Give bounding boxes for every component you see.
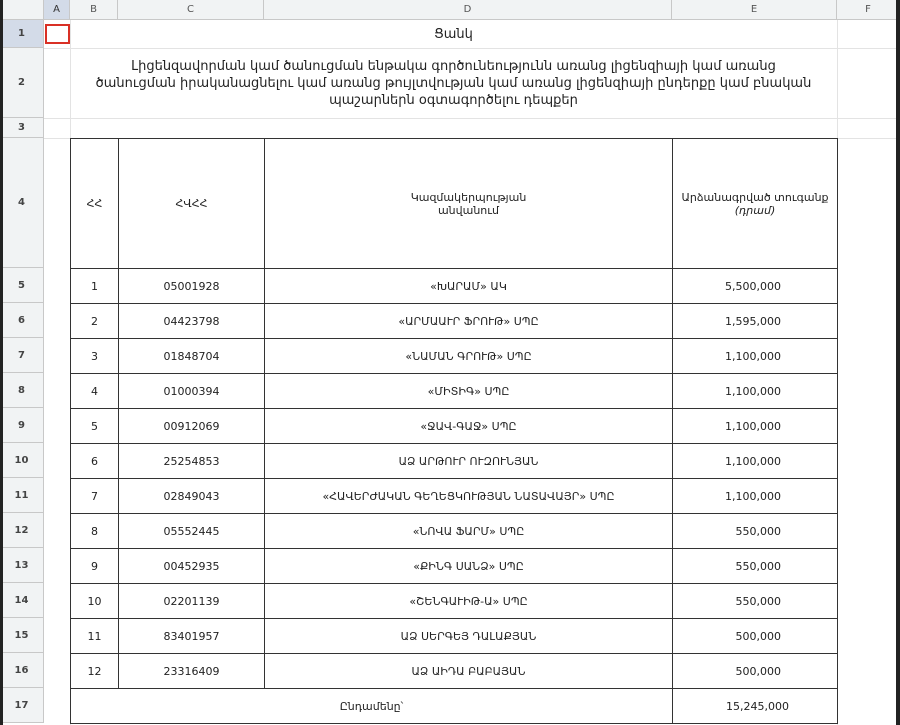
cell-amount[interactable]: 1,100,000 bbox=[673, 479, 838, 514]
screen-frame-left bbox=[0, 0, 3, 725]
table-row bbox=[71, 479, 838, 514]
row-header-1[interactable]: 1 bbox=[0, 20, 44, 48]
cell-num[interactable]: 6 bbox=[71, 444, 119, 479]
total-row bbox=[71, 689, 838, 724]
cell-amount[interactable]: 550,000 bbox=[673, 549, 838, 584]
cell-amount[interactable]: 1,100,000 bbox=[673, 339, 838, 374]
table-row bbox=[71, 514, 838, 549]
cell-tin[interactable]: 83401957 bbox=[119, 619, 265, 654]
cell-name[interactable]: ԱՁ ԱԻԴԱ ԲԱԲԱՅԱՆ bbox=[265, 654, 673, 689]
table-row bbox=[71, 304, 838, 339]
header-tin[interactable]: ՀՎՀՀ bbox=[119, 139, 265, 269]
cell-name[interactable]: «ԱՐՄԱԱՒՐ ՖՐՈՒԹ» ՍՊԸ bbox=[265, 304, 673, 339]
table-row bbox=[71, 584, 838, 619]
cell-name[interactable]: «ՆԱՄԱՆ ԳՐՈՒԹ» ՍՊԸ bbox=[265, 339, 673, 374]
cell-name[interactable]: «ՆՈՎԱ ՖԱՐՄ» ՍՊԸ bbox=[265, 514, 673, 549]
row-header-5[interactable]: 5 bbox=[0, 268, 44, 303]
row-header-3[interactable]: 3 bbox=[0, 118, 44, 138]
cell-num[interactable]: 11 bbox=[71, 619, 119, 654]
column-header-e[interactable]: E bbox=[672, 0, 837, 20]
row-header-11[interactable]: 11 bbox=[0, 478, 44, 513]
row-header-17[interactable]: 17 bbox=[0, 688, 44, 723]
header-amount[interactable]: Արձանագրված տուգանք (դրամ) bbox=[673, 139, 838, 269]
column-header-f[interactable]: F bbox=[837, 0, 900, 20]
row-header-7[interactable]: 7 bbox=[0, 338, 44, 373]
row-header-15[interactable]: 15 bbox=[0, 618, 44, 653]
cell-num[interactable]: 9 bbox=[71, 549, 119, 584]
row-header-14[interactable]: 14 bbox=[0, 583, 44, 618]
table-header-row bbox=[71, 139, 838, 269]
cell-amount[interactable]: 1,595,000 bbox=[673, 304, 838, 339]
row-header-16[interactable]: 16 bbox=[0, 653, 44, 688]
cell-tin[interactable]: 00912069 bbox=[119, 409, 265, 444]
table-row bbox=[71, 619, 838, 654]
selected-cell-a1[interactable] bbox=[45, 24, 70, 44]
row-header-2[interactable]: 2 bbox=[0, 48, 44, 118]
cell-amount[interactable]: 5,500,000 bbox=[673, 269, 838, 304]
cell-amount[interactable]: 500,000 bbox=[673, 619, 838, 654]
table-row bbox=[71, 549, 838, 584]
select-all-corner[interactable] bbox=[0, 0, 44, 20]
table-row bbox=[71, 339, 838, 374]
cell-tin[interactable]: 25254853 bbox=[119, 444, 265, 479]
cell-tin[interactable]: 05552445 bbox=[119, 514, 265, 549]
cell-tin[interactable]: 02201139 bbox=[119, 584, 265, 619]
table-row bbox=[71, 374, 838, 409]
total-label[interactable]: Ընդամենը՝ bbox=[71, 689, 673, 724]
table-row bbox=[71, 654, 838, 689]
cell-tin[interactable]: 05001928 bbox=[119, 269, 265, 304]
table-row bbox=[71, 409, 838, 444]
gridline bbox=[44, 48, 900, 49]
row-header-10[interactable]: 10 bbox=[0, 443, 44, 478]
cell-name[interactable]: «ՋԱՎ-ԳԱՋ» ՍՊԸ bbox=[265, 409, 673, 444]
header-num[interactable]: ՀՀ bbox=[71, 139, 119, 269]
cell-name[interactable]: «ՔԻՆԳ ՍԱՆՁ» ՍՊԸ bbox=[265, 549, 673, 584]
cell-name[interactable]: «ԽԱՐԱՄ» ԱԿ bbox=[265, 269, 673, 304]
cell-num[interactable]: 12 bbox=[71, 654, 119, 689]
penalty-table bbox=[70, 138, 838, 724]
row-header-13[interactable]: 13 bbox=[0, 548, 44, 583]
cell-num[interactable]: 7 bbox=[71, 479, 119, 514]
row-header-4[interactable]: 4 bbox=[0, 138, 44, 268]
total-amount[interactable]: 15,245,000 bbox=[673, 689, 838, 724]
column-header-d[interactable]: D bbox=[264, 0, 672, 20]
cell-tin[interactable]: 01000394 bbox=[119, 374, 265, 409]
cell-name[interactable]: ԱՁ ՍԵՐԳԵՅ ԴԱԼԱՔՅԱՆ bbox=[265, 619, 673, 654]
column-header-b[interactable]: B bbox=[70, 0, 118, 20]
cell-amount[interactable]: 550,000 bbox=[673, 514, 838, 549]
row-header-12[interactable]: 12 bbox=[0, 513, 44, 548]
cell-num[interactable]: 2 bbox=[71, 304, 119, 339]
column-header-a[interactable]: A bbox=[44, 0, 70, 20]
cell-amount[interactable]: 500,000 bbox=[673, 654, 838, 689]
row-header-8[interactable]: 8 bbox=[0, 373, 44, 408]
cell-num[interactable]: 4 bbox=[71, 374, 119, 409]
cell-tin[interactable]: 23316409 bbox=[119, 654, 265, 689]
screen-frame-right bbox=[896, 0, 900, 725]
cell-name[interactable]: «ՄԻՏԻԳ» ՍՊԸ bbox=[265, 374, 673, 409]
cell-name[interactable]: «ՇԵՆԳԱՒԻԹ-Ա» ՍՊԸ bbox=[265, 584, 673, 619]
row-header-9[interactable]: 9 bbox=[0, 408, 44, 443]
cell-num[interactable]: 3 bbox=[71, 339, 119, 374]
cell-tin[interactable]: 04423798 bbox=[119, 304, 265, 339]
cell-num[interactable]: 1 bbox=[71, 269, 119, 304]
gridline bbox=[44, 118, 900, 119]
cell-tin[interactable]: 01848704 bbox=[119, 339, 265, 374]
cell-num[interactable]: 8 bbox=[71, 514, 119, 549]
cell-name[interactable]: «ՀԱՎԵՐԺԱԿԱՆ ԳԵՂԵՑԿՈՒԹՅԱՆ ՆԱՏԱՎԱՅՐ» ՍՊԸ bbox=[265, 479, 673, 514]
cell-tin[interactable]: 02849043 bbox=[119, 479, 265, 514]
cell-tin[interactable]: 00452935 bbox=[119, 549, 265, 584]
cell-name[interactable]: ԱՁ ԱՐԹՈՒՐ ՈՒԶՈՒՆՅԱՆ bbox=[265, 444, 673, 479]
column-header-c[interactable]: C bbox=[118, 0, 264, 20]
cell-amount[interactable]: 1,100,000 bbox=[673, 444, 838, 479]
cell-amount[interactable]: 1,100,000 bbox=[673, 374, 838, 409]
header-name[interactable]: Կազմակերպության անվանում bbox=[265, 139, 673, 269]
cell-num[interactable]: 5 bbox=[71, 409, 119, 444]
sheet-subtitle: Լիցենզավորման կամ ծանուցման ենթակա գործունեությունն առանց լիցենզիայի կամ առանց ծանուցման իրականացնելու կամ առանց թույլտվության կամ առանց լիցենզիայի ընդերքը կամ բնական պաշարներն օգտագործելու դեպքեր bbox=[95, 58, 812, 108]
cell-amount[interactable]: 550,000 bbox=[673, 584, 838, 619]
table-row bbox=[71, 444, 838, 479]
sheet-title: Ցանկ bbox=[434, 26, 473, 42]
cell-amount[interactable]: 1,100,000 bbox=[673, 409, 838, 444]
row-header-6[interactable]: 6 bbox=[0, 303, 44, 338]
table-row bbox=[71, 269, 838, 304]
cell-num[interactable]: 10 bbox=[71, 584, 119, 619]
